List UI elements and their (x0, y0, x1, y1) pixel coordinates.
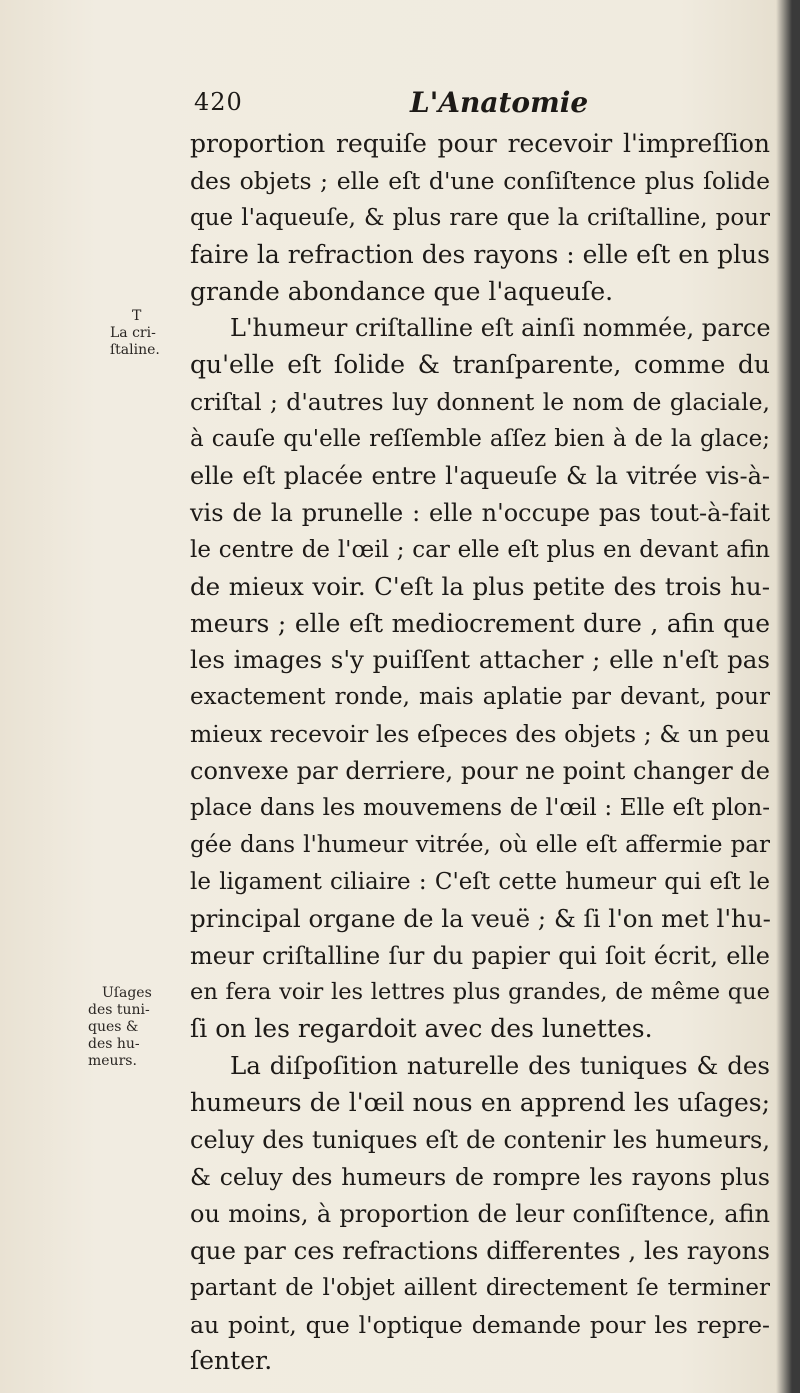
text-line: ſi on les regardoit avec des lunettes. (190, 1014, 653, 1044)
text-line: L'humeur criſtalline eſt ainſi nommée, parce (230, 314, 771, 343)
text-line: en fera voir les lettres plus grandes, de même que (190, 979, 770, 1006)
text-line: principal organe de la veuë ; & ſi l'on met l'hu- (190, 903, 771, 933)
text-line: au point, que l'optique demande pour les repre- (190, 1310, 770, 1339)
margin-note-crystalline (110, 308, 185, 359)
text-line: le centre de l'œil ; car elle eſt plus en devant afin (190, 536, 770, 563)
text-line: place dans les mouvemens de l'œil : Elle eſt plon- (190, 795, 770, 822)
text-line: le ligament ciliaire : C'eſt cette humeur qui eſt le (190, 868, 770, 895)
body-text (190, 126, 770, 1380)
text-line: meurs ; elle eſt mediocrement dure , afin que (190, 608, 770, 638)
text-line: meur criſtalline ſur du papier qui ſoit écrit, elle (190, 941, 770, 970)
text-line: qu'elle eſt ſolide & tranſparente, comme du (190, 350, 770, 380)
text-line: elle eſt placée entre l'aqueuſe & la vitrée vis-à- (190, 462, 770, 491)
text-line: exactement ronde, mais aplatie par devant, pour (190, 684, 770, 711)
margin-note-line: La cri- (110, 325, 156, 341)
text-line: gée dans l'humeur vitrée, où elle eſt affermie par (190, 831, 770, 858)
text-line: de mieux voir. C'eſt la plus petite des trois hu- (190, 571, 770, 601)
text-line: La diſpoſition naturelle des tuniques & des (230, 1051, 770, 1081)
text-line: des objets ; elle eſt d'une conſiſtence plus ſolide (190, 166, 770, 195)
text-line: proportion requiſe pour recevoir l'impreſſion (190, 129, 770, 158)
margin-note-line: des tuni- (88, 1002, 150, 1018)
text-line: humeurs de l'œil nous en apprend les uſages; (190, 1088, 770, 1118)
text-line: à cauſe qu'elle reſſemble aſſez bien à de la glace; (190, 426, 770, 453)
text-line: faire la refraction des rayons : elle eſt en plus (190, 239, 770, 269)
margin-note-line: T (132, 308, 142, 324)
margin-note-usages (88, 985, 168, 1070)
margin-note-line: meurs. (88, 1053, 137, 1069)
text-line: ſenter. (190, 1346, 273, 1376)
running-title: L'Anatomie (410, 86, 589, 119)
margin-note-line: ques & (88, 1019, 139, 1035)
text-line: vis de la prunelle : elle n'occupe pas tout-à-fait (190, 498, 770, 527)
text-line: que par ces refractions differentes , les rayons (190, 1235, 770, 1265)
text-line: partant de l'objet aillent directement ſe terminer (190, 1274, 770, 1301)
page-header (0, 88, 800, 128)
page-number: 420 (194, 88, 243, 116)
margin-note-line: ſtaline. (110, 342, 160, 358)
text-line: celuy des tuniques eſt de contenir les humeurs, (190, 1126, 770, 1155)
text-line: ou moins, à proportion de leur conſiſtence, afin (190, 1199, 770, 1228)
margin-note-line: des hu- (88, 1036, 140, 1052)
text-line: grande abondance que l'aqueuſe. (190, 276, 614, 306)
text-line: & celuy des humeurs de rompre les rayons plus (190, 1162, 770, 1191)
text-line: que l'aqueuſe, & plus rare que la criſtalline, pour (190, 204, 770, 231)
text-line: mieux recevoir les eſpeces des objets ; & un peu (190, 720, 770, 749)
text-line: criſtal ; d'autres luy donnent le nom de glaciale, (190, 388, 770, 417)
margin-note-line: Uſages (102, 985, 152, 1001)
text-line: les images s'y puiſſent attacher ; elle n'eſt pas (190, 645, 770, 675)
text-line: convexe par derriere, pour ne point changer de (190, 757, 770, 786)
